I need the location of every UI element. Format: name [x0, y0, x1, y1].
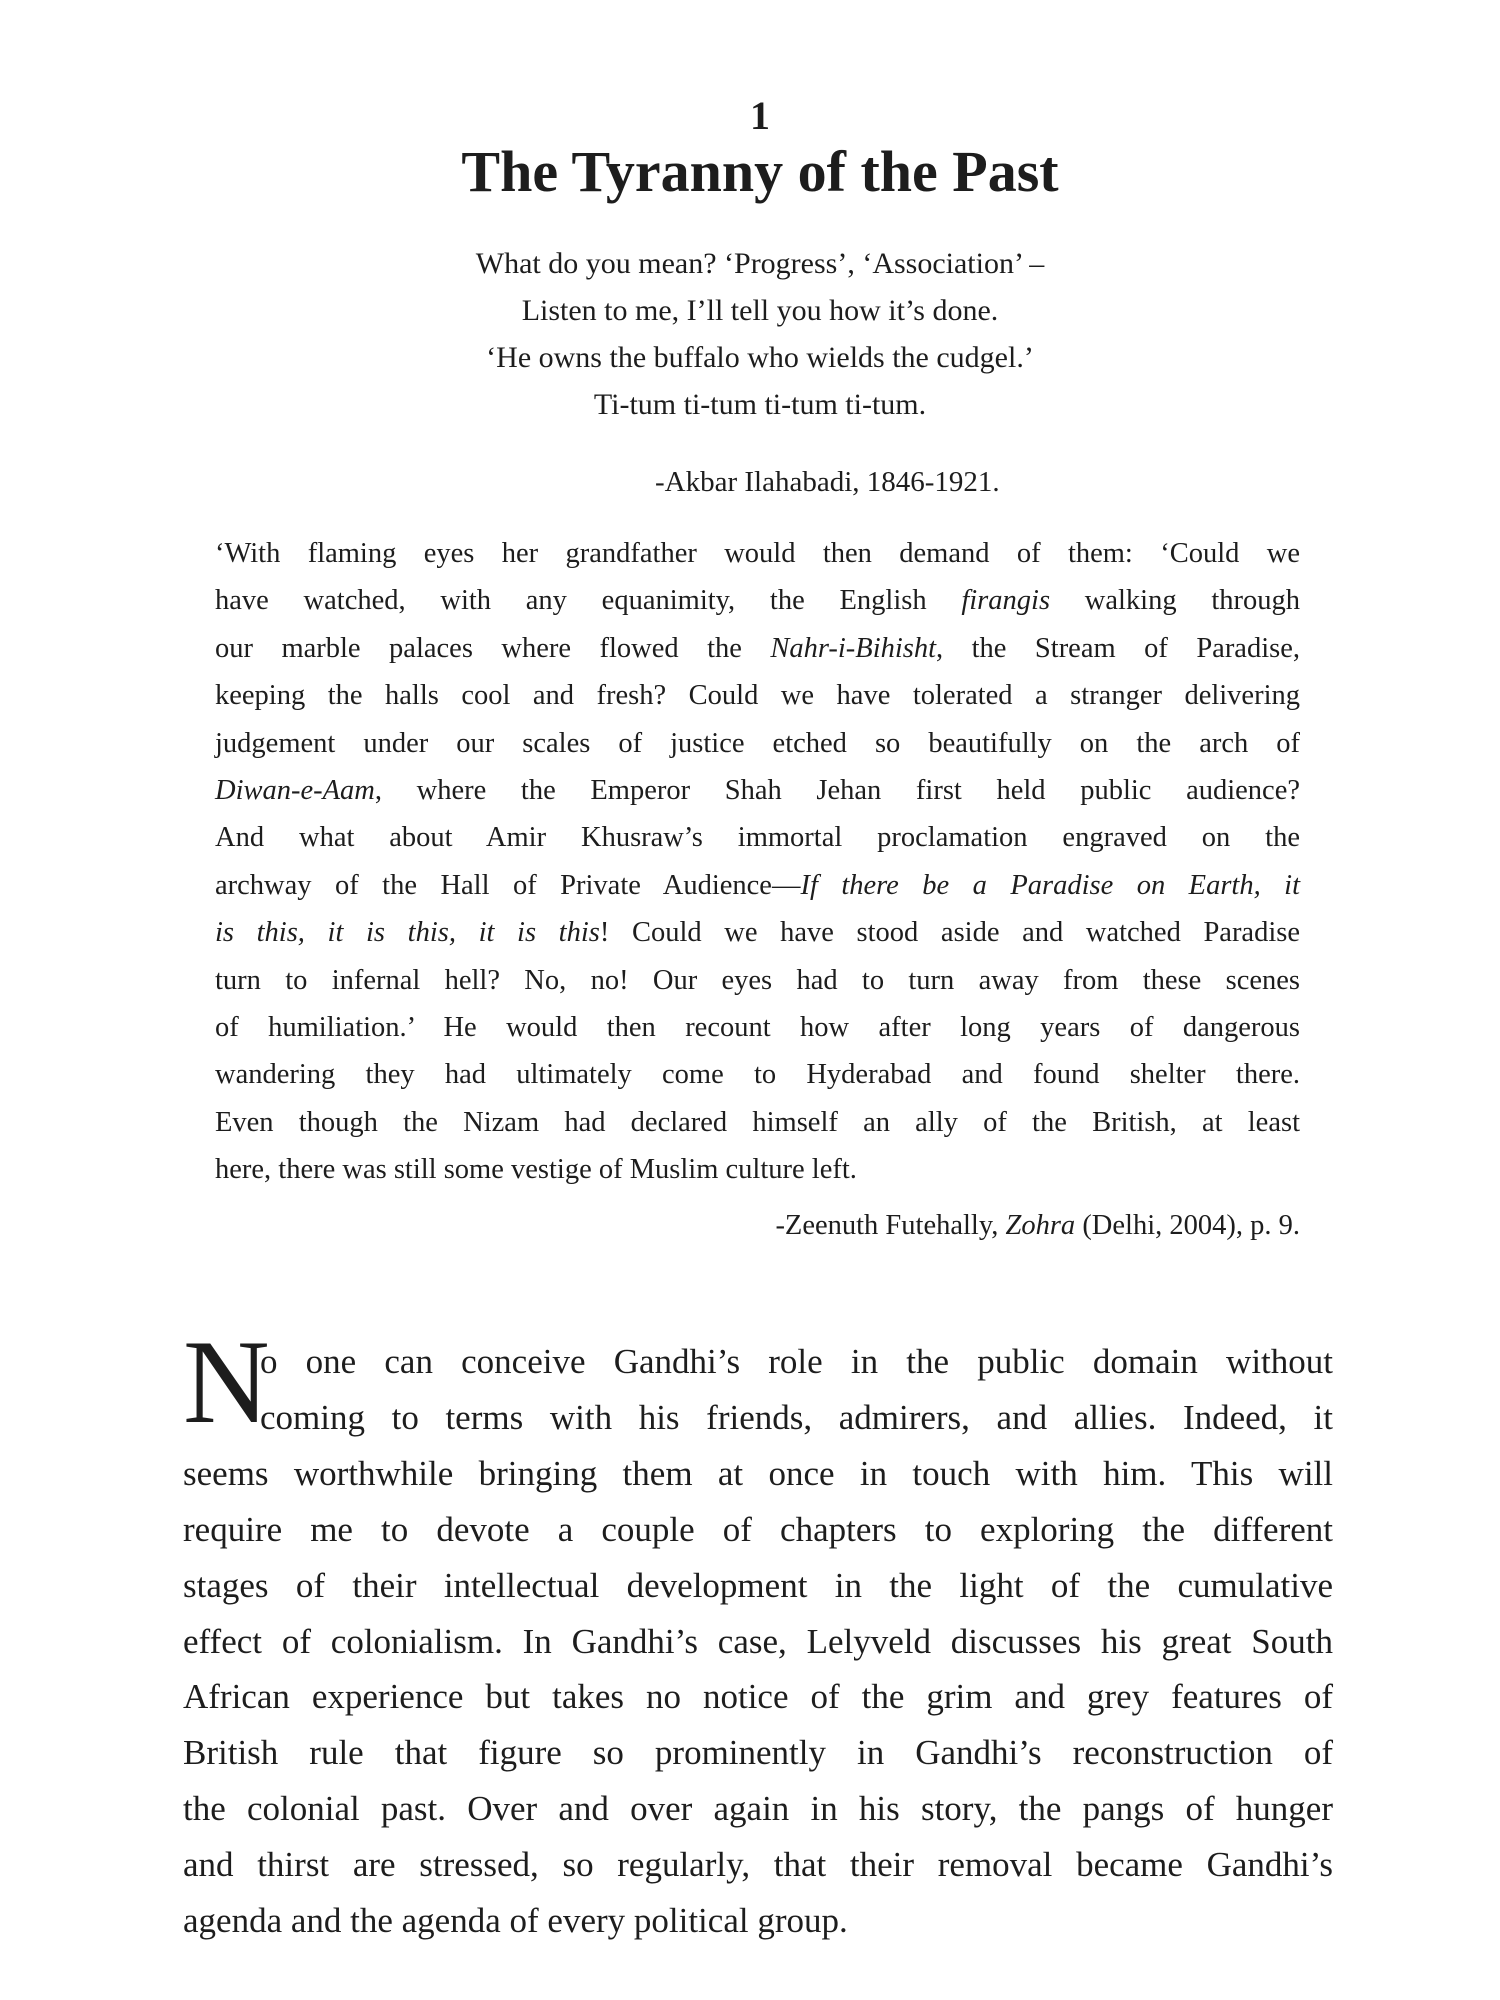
quote-line	[215, 1107, 1300, 1139]
quote-line	[215, 680, 1300, 712]
text-segment: turn to infernal hell? No, no! Our eyes had to turn away from these scenes	[215, 964, 1300, 996]
body-line: British rule that figure so prominently in Gandhi’s reconstruction of	[183, 1733, 1333, 1773]
quote-line	[215, 728, 1300, 760]
body-line: require me to devote a couple of chapters to exploring the different	[183, 1509, 1333, 1549]
italic-text: Diwan-e-Aam	[215, 775, 375, 806]
text-segment: have watched, with any equanimity, the English	[215, 585, 962, 617]
text-segment: ‘With flaming eyes her grandfather would then demand of them: ‘Could we	[215, 538, 1300, 569]
quote-line	[215, 585, 1300, 617]
text-segment: Even though the Nizam had declared himself an ally of the British, at least	[215, 1106, 1300, 1138]
text-segment: judgement under our scales of justice etched so beautifully on the arch of	[215, 727, 1300, 759]
quote-line	[215, 870, 1300, 902]
quote-line	[215, 822, 1300, 854]
quote-citation	[775, 1210, 1300, 1242]
text-segment: (Delhi, 2004), p. 9.	[1075, 1210, 1300, 1241]
text-segment: archway of the Hall of Private Audience—	[215, 869, 801, 901]
quote-line	[215, 917, 1300, 949]
text-segment: our marble palaces where flowed the	[215, 632, 771, 664]
body-line: the colonial past. Over and over again in his story, the pangs of hunger	[183, 1789, 1333, 1829]
italic-text: Nahr-i-Bihisht	[770, 632, 937, 664]
text-segment: keeping the halls cool and fresh? Could we have tolerated a stranger delivering	[215, 680, 1300, 712]
body-line: African experience but takes no notice of the grim and grey features of	[183, 1677, 1333, 1717]
italic-text: is this, it is this, it is this	[215, 917, 600, 949]
quote-line	[215, 1154, 1300, 1186]
body-line: effect of colonialism. In Gandhi’s case, Lelyveld discusses his great South	[183, 1621, 1333, 1661]
text-segment: wandering they had ultimately come to Hyderabad and found shelter there.	[215, 1059, 1300, 1091]
drop-cap: N	[183, 1315, 270, 1448]
italic-text: firangis	[961, 585, 1051, 617]
body-line: and thirst are stressed, so regularly, that their removal became Gandhi’s	[183, 1845, 1333, 1885]
body-line: o one can conceive Gandhi’s role in the public domain without	[260, 1342, 1333, 1381]
text-segment: here, there was still some vestige of Muslim culture left.	[215, 1154, 857, 1186]
body-line: seems worthwhile bringing them at once in touch with him. This will	[183, 1453, 1333, 1493]
body-line: coming to terms with his friends, admirers, and allies. Indeed, it	[260, 1397, 1333, 1437]
epigraph-poem	[0, 240, 1500, 428]
quote-line	[215, 775, 1300, 807]
text-segment: And what about Amir Khusraw’s immortal proclamation engraved on the	[215, 822, 1300, 854]
italic-text: If there be a Paradise on Earth, it	[800, 869, 1300, 901]
epigraph-line: Ti-tum ti-tum ti-tum ti-tum.	[593, 388, 927, 421]
text-segment: -Zeenuth Futehally,	[775, 1210, 1006, 1241]
chapter-title: The Tyranny of the Past	[461, 139, 1059, 204]
epigraph-line: What do you mean? ‘Progress’, ‘Association’ –	[475, 247, 1045, 280]
italic-text: Zohra	[1005, 1210, 1076, 1241]
epigraph-attribution: -Akbar Ilahabadi, 1846-1921.	[655, 466, 1000, 498]
quote-line	[215, 965, 1300, 997]
body-line: agenda and the agenda of every political group.	[183, 1901, 848, 1940]
epigraph-line: Listen to me, I’ll tell you how it’s done.	[521, 294, 999, 327]
text-segment: , the Stream of Paradise,	[936, 632, 1300, 664]
text-segment: walking through	[1050, 585, 1301, 617]
quote-line	[215, 1059, 1300, 1091]
quote-line	[215, 1012, 1300, 1044]
text-segment: ! Could we have stood aside and watched Paradise	[599, 917, 1300, 949]
body-line: stages of their intellectual development in the light of the cumulative	[183, 1565, 1333, 1605]
quote-line	[215, 633, 1300, 665]
text-segment: of humiliation.’ He would then recount how after long years of dangerous	[215, 1012, 1300, 1043]
text-segment: , where the Emperor Shah Jehan first held public audience?	[374, 775, 1300, 806]
epigraph-line: ‘He owns the buffalo who wields the cudgel.’	[486, 341, 1034, 374]
quote-line	[215, 538, 1300, 570]
chapter-number: 1	[750, 93, 770, 138]
